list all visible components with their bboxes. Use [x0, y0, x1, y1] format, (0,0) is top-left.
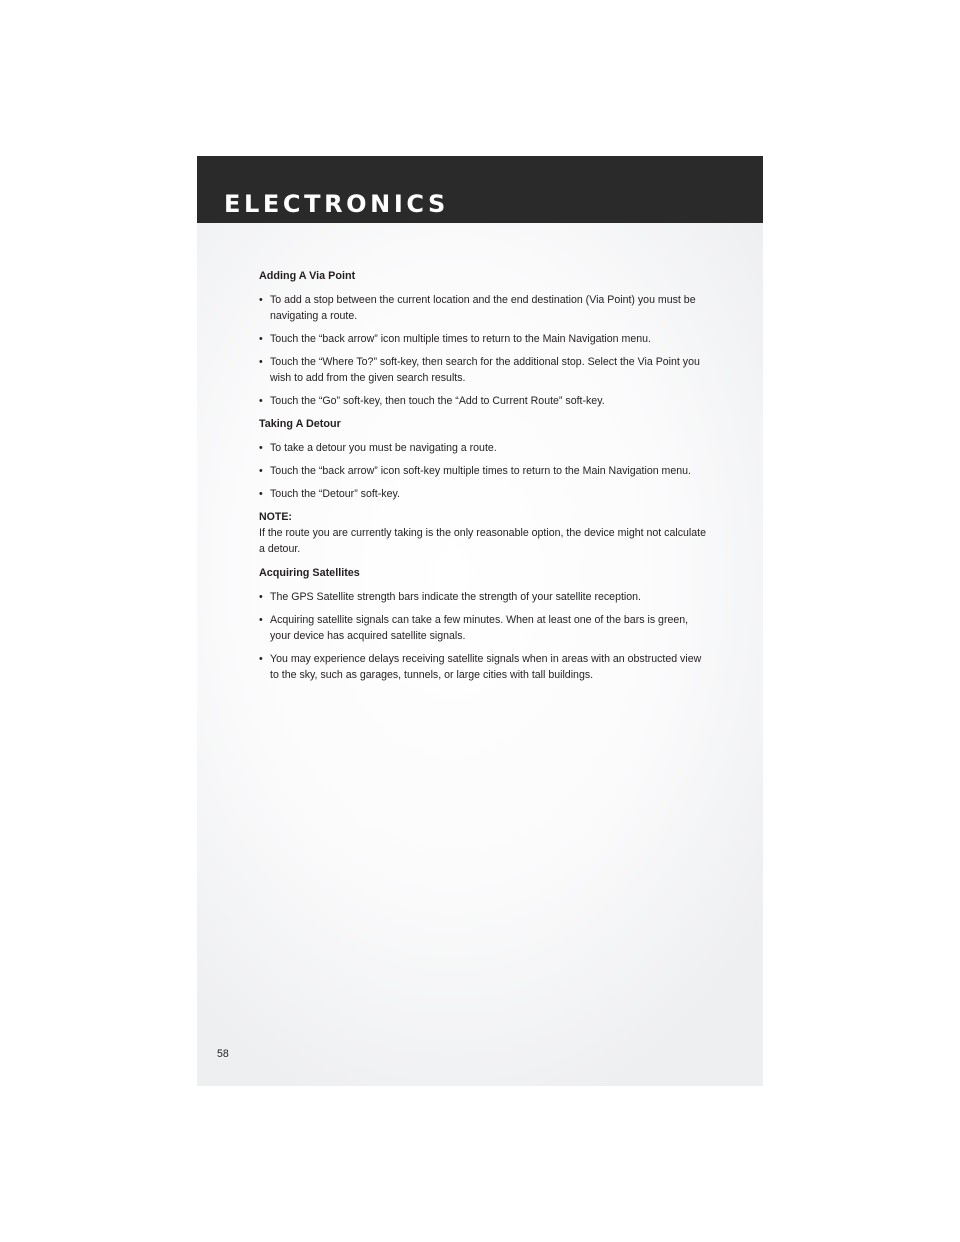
heading-taking-detour: Taking A Detour: [259, 418, 341, 430]
bullet-icon: •: [259, 395, 263, 407]
list-item-text: Touch the “back arrow” icon multiple times to return to the Main Navigation menu.: [270, 333, 651, 345]
note-label: NOTE:: [259, 511, 292, 523]
manual-page: [197, 156, 763, 1086]
list-item-text: Acquiring satellite signals can take a few minutes. When at least one of the bars is green, your device has acquired satellite signals.: [270, 614, 689, 642]
bullet-icon: •: [259, 653, 263, 665]
satellites-list: [259, 589, 707, 683]
list-item-text: To take a detour you must be navigating a route.: [270, 442, 497, 454]
list-item: [259, 589, 707, 605]
list-item-text: To add a stop between the current location and the end destination (Via Point) you must be navigating a route.: [270, 294, 696, 322]
bullet-icon: •: [259, 294, 263, 306]
bullet-icon: •: [259, 442, 263, 454]
list-item-text: You may experience delays receiving satellite signals when in areas with an obstructed view to the sky, such as garages, tunnels, or large cities with tall buildings.: [270, 653, 702, 681]
list-item: [259, 463, 707, 479]
list-item-text: Touch the “back arrow” icon soft-key multiple times to return to the Main Navigation menu.: [270, 465, 691, 477]
bullet-icon: •: [259, 614, 263, 626]
note-text: If the route you are currently taking is the only reasonable option, the device might not calculate a detour.: [259, 527, 706, 555]
section-header-bar: [197, 156, 763, 223]
list-item: [259, 292, 707, 324]
bullet-icon: •: [259, 591, 263, 603]
list-item-text: Touch the “Detour” soft-key.: [270, 488, 400, 500]
list-item: [259, 331, 707, 347]
list-item-text: The GPS Satellite strength bars indicate the strength of your satellite reception.: [270, 591, 641, 603]
heading-adding-via-point: Adding A Via Point: [259, 270, 356, 282]
bullet-icon: •: [259, 465, 263, 477]
bullet-icon: •: [259, 356, 263, 368]
list-item-text: Touch the “Where To?” soft-key, then search for the additional stop. Select the Via Point you wish to add from the given search results.: [270, 356, 700, 384]
page-number: 58: [217, 1048, 229, 1060]
bullet-icon: •: [259, 488, 263, 500]
page-content: [259, 268, 707, 690]
section-title: ELECTRONICS: [224, 190, 449, 218]
detour-list: [259, 440, 707, 502]
via-point-list: [259, 292, 707, 409]
list-item: [259, 486, 707, 502]
list-item: [259, 354, 707, 386]
bullet-icon: •: [259, 333, 263, 345]
list-item: [259, 393, 707, 409]
list-item: [259, 612, 707, 644]
list-item-text: Touch the “Go” soft-key, then touch the “Add to Current Route” soft-key.: [270, 395, 605, 407]
heading-acquiring-satellites: Acquiring Satellites: [259, 567, 360, 579]
list-item: [259, 440, 707, 456]
list-item: [259, 651, 707, 683]
